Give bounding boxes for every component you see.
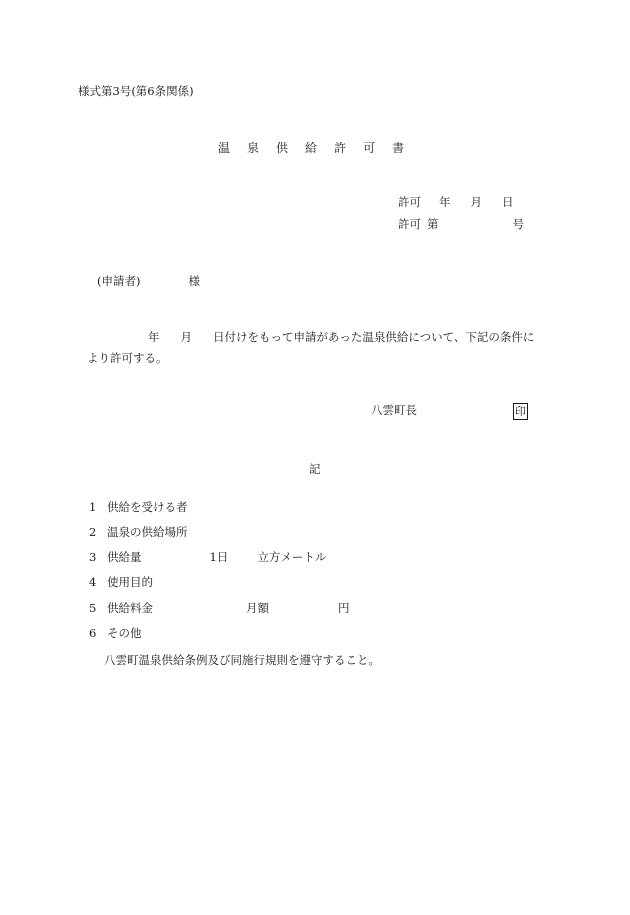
dai-label: 第 [427, 217, 439, 231]
title-char: 許 [334, 141, 347, 155]
year-label: 年 [439, 195, 451, 209]
applicant-label: (申請者) [97, 274, 141, 288]
list-item [89, 603, 350, 615]
item-sub-1: 月額 [246, 601, 269, 615]
item-label: その他 [107, 626, 142, 640]
body-year: 年 [148, 330, 160, 344]
item-note: 八雲町温泉供給条例及び同施行規則を遵守すること。 [104, 653, 380, 667]
title-char: 書 [392, 141, 405, 155]
title-char: 供 [276, 141, 289, 155]
body-month: 月 [180, 330, 192, 344]
list-item [89, 502, 188, 514]
day-label: 日 [502, 195, 514, 209]
item-sub-2: 円 [338, 601, 350, 615]
seal-mark: 印 [515, 405, 526, 418]
applicant-line [97, 276, 200, 288]
list-item [89, 527, 188, 539]
go-label: 号 [512, 217, 524, 231]
month-label: 月 [470, 195, 482, 209]
form-number: 様式第3号(第6条関係) [78, 84, 194, 98]
item-number: 4 [89, 575, 97, 589]
item-sub-1: 1日 [209, 550, 229, 564]
permit-date-line [398, 197, 514, 209]
item-number: 3 [89, 550, 97, 564]
document-title [218, 142, 404, 154]
item-label: 供給料金 [107, 601, 153, 615]
item-number: 6 [89, 626, 97, 640]
item-label: 温泉の供給場所 [107, 525, 188, 539]
item-sub-2: 立方メートル [257, 550, 327, 564]
list-item [89, 552, 326, 564]
notes-heading: 記 [309, 462, 321, 476]
item-number: 2 [89, 525, 97, 539]
title-char: 給 [305, 141, 318, 155]
title-char: 可 [363, 141, 376, 155]
body-text-line-2: より許可する。 [87, 351, 168, 365]
item-number: 1 [89, 500, 97, 514]
body-line1-rest: 日付けをもって申請があった温泉供給について、下記の条件に [213, 330, 535, 344]
item-label: 供給量 [107, 550, 142, 564]
title-char: 泉 [247, 141, 260, 155]
list-item [89, 628, 142, 640]
item-number: 5 [89, 601, 97, 615]
permit-date-label: 許可 [398, 195, 421, 209]
list-item [89, 577, 153, 589]
body-text-line-1 [148, 332, 534, 344]
permit-number-line [398, 219, 524, 231]
authority-name: 八雲町長 [371, 403, 417, 417]
item-label: 使用目的 [107, 575, 153, 589]
honorific: 様 [188, 274, 200, 288]
item-label: 供給を受ける者 [107, 500, 188, 514]
permit-number-label: 許可 [398, 217, 421, 231]
title-char: 温 [218, 141, 231, 155]
